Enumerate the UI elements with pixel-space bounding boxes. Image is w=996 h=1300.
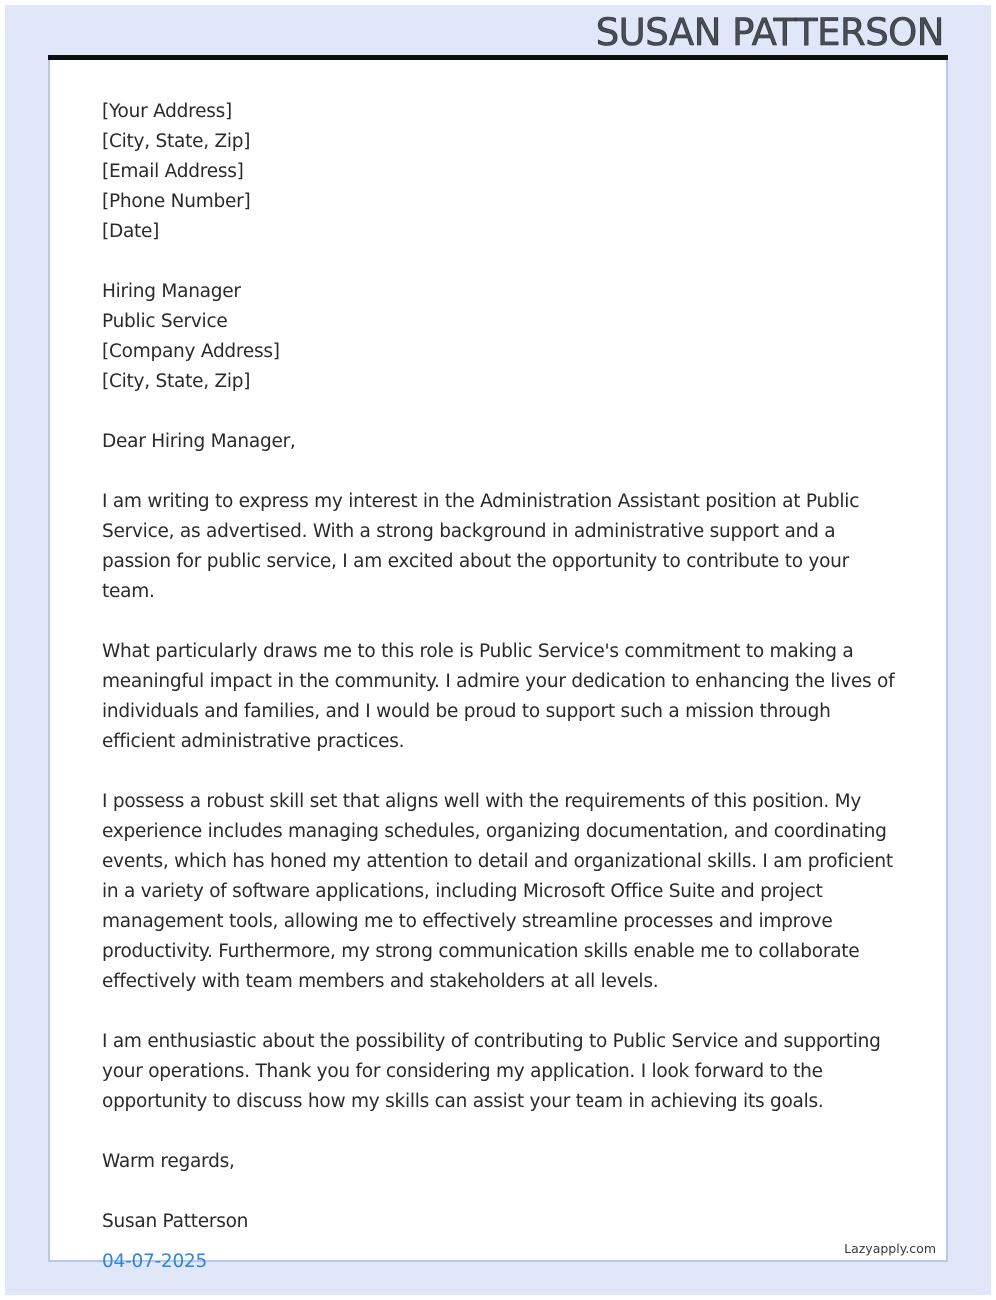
spacer xyxy=(102,997,902,1027)
recipient-title: Hiring Manager xyxy=(102,281,241,302)
header-name: SUSAN PATTERSON xyxy=(595,11,944,54)
body-paragraph: I am writing to express my interest in the Administration Assistant position at Public Service, as advertised. With a strong background in administrative support and a passion for public service, I am excited about the opportunity to contribute to your team. xyxy=(102,491,860,602)
recipient-address: [Company Address] xyxy=(102,341,280,362)
spacer xyxy=(102,457,902,487)
sender-city-state-zip: [City, State, Zip] xyxy=(102,131,251,152)
spacer xyxy=(102,1177,902,1207)
spacer xyxy=(102,397,902,427)
spacer xyxy=(102,1117,902,1147)
recipient-block xyxy=(102,277,902,397)
body-paragraph: What particularly draws me to this role is Public Service's commitment to making a meaningful impact in the community. I admire your dedication to enhancing the lives of individuals and families, and I would be proud to support such a mission through efficient administrative practices. xyxy=(102,641,895,752)
sender-email: [Email Address] xyxy=(102,161,244,182)
recipient-company: Public Service xyxy=(102,311,228,332)
sender-phone: [Phone Number] xyxy=(102,191,251,212)
footer-brand: Lazyapply.com xyxy=(844,1241,936,1256)
spacer xyxy=(102,757,902,787)
salutation: Dear Hiring Manager, xyxy=(102,431,296,452)
spacer xyxy=(102,247,902,277)
letter-content xyxy=(102,97,902,1277)
closing: Warm regards, xyxy=(102,1151,235,1172)
recipient-city-state-zip: [City, State, Zip] xyxy=(102,371,251,392)
sender-address: [Your Address] xyxy=(102,101,232,122)
letter-sheet xyxy=(48,60,948,1272)
signed-date: 04-07-2025 xyxy=(102,1251,208,1272)
body-paragraph: I possess a robust skill set that aligns well with the requirements of this position. My experience includes managing schedules, organizing documentation, and coordinating events, which has honed my attention to detail and organizational skills. I am proficient in a variety of software applications, including Microsoft Office Suite and project management tools, allowing me to effectively streamline processes and improve productivity. Furthermore, my strong communication skills enable me to collaborate effectively with team members and stakeholders at all levels. xyxy=(102,791,893,992)
signature: Susan Patterson xyxy=(102,1211,249,1232)
body-paragraph: I am enthusiastic about the possibility of contributing to Public Service and supporting your operations. Thank you for considering my application. I look forward to the opportunity to discuss how my skills can assist your team in achieving its goals. xyxy=(102,1031,881,1112)
sender-date: [Date] xyxy=(102,221,160,242)
spacer xyxy=(102,607,902,637)
sender-block xyxy=(102,97,902,247)
